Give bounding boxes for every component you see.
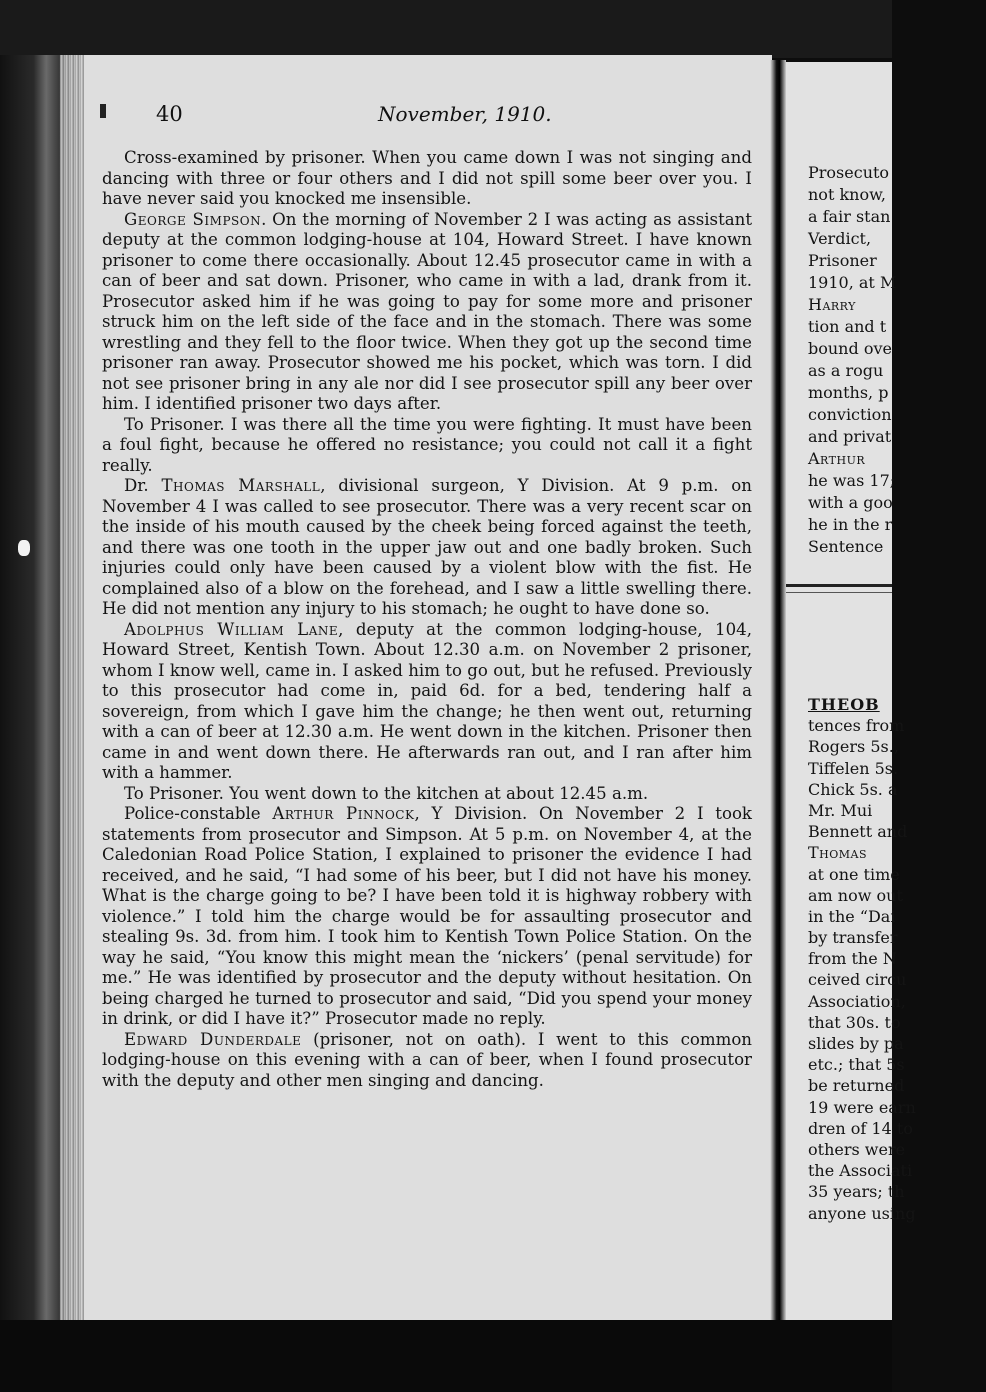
right-page-line: by transfer bbox=[808, 928, 898, 948]
right-page-line: Thomas bbox=[808, 843, 868, 863]
book-gutter bbox=[770, 60, 786, 1322]
page-edges bbox=[60, 55, 84, 1330]
paragraph bbox=[102, 1030, 752, 1092]
paragraph bbox=[102, 148, 752, 210]
paragraph-text: , divisional surgeon, Y Division. At 9 p.m. on November 4 I was called to see prosecutor. There was a very recent scar on the inside of his mouth caused by the cheek being forced against the teeth, and there was one tooth in the upper jaw out and one badly broken. Such injuries could only have been caused by a violent blow with the fist. He complained also of a blow on the forehead, and I saw a little swelling there. He did not mention any injury to his stomach; he ought to have done so. bbox=[102, 476, 752, 618]
paragraph-text: Police-constable bbox=[124, 804, 273, 823]
right-page-line: tences from bbox=[808, 716, 905, 736]
right-page-line: be returned bbox=[808, 1076, 905, 1096]
paragraph-text: , Y Division. On November 2 I took statements from prosecutor and Simpson. At 5 p.m. on November 4, at the Caledonian Road Police Station, I explained to prisoner the evidence I had received, and he said, “I had some of his beer, but I did not have his money. What is the charge going to be? I have been told it is highway robbery with violence.” I told him the charge would be for assaulting prosecutor and stealing 9s. 3d. from him. I took him to Kentish Town Police Station. On the way he said, “You know this might mean the ‘nickers’ (penal servitude) for me.” He was identified by prosecutor and the deputy without hesitation. On being charged he turned to prosecutor and said, “Did you spend your money in drink, or did I have it?” Prosecutor made no reply. bbox=[102, 804, 752, 1028]
scan-blemish bbox=[18, 540, 30, 556]
right-page-text-bottom bbox=[786, 694, 986, 1224]
right-page-line: Verdict, bbox=[808, 229, 872, 248]
right-page-line: 1910, at M bbox=[808, 273, 897, 292]
witness-name: Thomas Marshall bbox=[161, 476, 321, 495]
right-page-line: Association, bbox=[808, 991, 906, 1011]
right-page-line: Chick 5s. a bbox=[808, 779, 898, 799]
right-page-line: etc.; that 5s bbox=[808, 1055, 905, 1075]
page-title: November, 1910. bbox=[378, 102, 552, 126]
section-rule-thin bbox=[786, 592, 892, 593]
right-page-line: at one time bbox=[808, 864, 900, 884]
right-page-line: that 30s. to bbox=[808, 1012, 901, 1032]
paragraph-text: To Prisoner. You went down to the kitchen at about 12.45 a.m. bbox=[124, 783, 649, 803]
witness-name: George Simpson bbox=[124, 209, 262, 229]
right-page-line: he in the r bbox=[808, 515, 893, 534]
right-page-line: from the N bbox=[808, 949, 897, 969]
right-page-line: Harry bbox=[808, 295, 856, 314]
right-page-line: Prisoner bbox=[808, 251, 877, 270]
right-page-line: and privat bbox=[808, 427, 892, 446]
witness-name: Edward Dunderdale bbox=[124, 1029, 302, 1049]
right-page-line: Arthur bbox=[808, 449, 866, 468]
paragraph bbox=[102, 476, 752, 620]
right-page-line: anyone using bbox=[808, 1203, 916, 1223]
paragraph bbox=[102, 804, 752, 1030]
witness-name: Adolphus William Lane bbox=[124, 619, 339, 639]
right-page-text-top bbox=[786, 162, 986, 558]
scan-top-border bbox=[0, 0, 892, 58]
right-page-line: 35 years; th bbox=[808, 1182, 905, 1202]
right-page-line: months, p bbox=[808, 383, 889, 402]
right-page-line: the Associati bbox=[808, 1161, 913, 1181]
paragraph-text: Cross-examined by prisoner. When you came down I was not singing and dancing with three or four others and I did not spill some beer over you. I have never said you knocked me insensible. bbox=[102, 148, 752, 208]
right-page-line: dren of 14 to bbox=[808, 1118, 913, 1138]
paragraph-text: Dr. bbox=[124, 476, 162, 495]
paragraph bbox=[102, 415, 752, 477]
right-page-line: am now out bbox=[808, 885, 903, 905]
paragraph bbox=[102, 620, 752, 784]
scan-bottom-border bbox=[0, 1320, 892, 1392]
paragraph-text: . On the morning of November 2 I was acting as assistant deputy at the common lodging-house at 104, Howard Street. I have known prisoner to come there occasionally. About 12.45 prosecutor came in with a can of beer and sat down. Prisoner, who came in with a lad, drank from it. Prosecutor asked him if he was going to pay for some more and prisoner struck him on the left side of the face and in the stomach. There was some wrestling and they fell to the floor twice. When they got up the second time prisoner ran away. Prosecutor showed me his pocket, which was torn. I did not see prisoner bring in any ale nor did I see prosecutor spill any beer over him. I identified prisoner two days after. bbox=[102, 209, 752, 413]
right-page-heading: THEOB bbox=[808, 695, 880, 714]
witness-name: Arthur Pinnock bbox=[272, 804, 415, 823]
right-page-line: with a goo bbox=[808, 493, 893, 512]
right-page-line: 19 were earn bbox=[808, 1097, 916, 1117]
paragraph bbox=[102, 210, 752, 415]
right-page-line: bound ove bbox=[808, 339, 892, 358]
right-page-line: Rogers 5s., bbox=[808, 737, 899, 757]
body-text bbox=[102, 148, 752, 1091]
section-rule bbox=[786, 584, 892, 587]
paragraph-text: (prisoner, not on oath). I went to this common lodging-house on this evening with a can of beer, when I found prosecutor with the deputy and other men singing and dancing. bbox=[102, 1029, 752, 1090]
page-number: 40 bbox=[156, 102, 183, 126]
right-page-line: a fair stan bbox=[808, 207, 891, 226]
right-page-line: Mr. Mui bbox=[808, 800, 873, 820]
right-page-line: in the “Dai bbox=[808, 906, 896, 926]
paragraph-text: , deputy at the common lodging-house, 104, Howard Street, Kentish Town. About 12.30 a.m. on November 2 prisoner, whom I know well, came in. I asked him to go out, but he refused. Previously to this prosecutor had come in, paid 6d. for a bed, tendering half a sovereign, from which I gave him the change; he then went out, returning with a can of beer at 12.30 a.m. He went down in the kitchen. Prisoner then came in and went down there. He afterwards ran out, and I ran after him with a hammer. bbox=[102, 619, 752, 782]
right-page-line: Tiffelen 5s. bbox=[808, 758, 899, 778]
right-page-line: he was 17; bbox=[808, 471, 896, 490]
right-page-line: others were bbox=[808, 1139, 906, 1159]
right-page-line: slides by pa bbox=[808, 1034, 904, 1053]
right-page-line: Prosecuto bbox=[808, 163, 890, 182]
right-page bbox=[786, 62, 916, 1320]
right-page-line: Sentence bbox=[808, 537, 884, 556]
running-head bbox=[84, 98, 772, 138]
right-page-line: tion and t bbox=[808, 317, 887, 336]
paragraph-text: To Prisoner. I was there all the time you were fighting. It must have been a foul fight, because he offered no resistance; you could not call it a fight really. bbox=[102, 414, 752, 475]
right-page-line: Bennett and bbox=[808, 822, 908, 842]
right-page-line: ceived circu bbox=[808, 970, 907, 990]
right-page-line: not know, bbox=[808, 185, 886, 204]
paragraph bbox=[102, 784, 752, 805]
right-page-line: as a rogu bbox=[808, 361, 884, 380]
right-page-line: conviction bbox=[808, 405, 892, 424]
